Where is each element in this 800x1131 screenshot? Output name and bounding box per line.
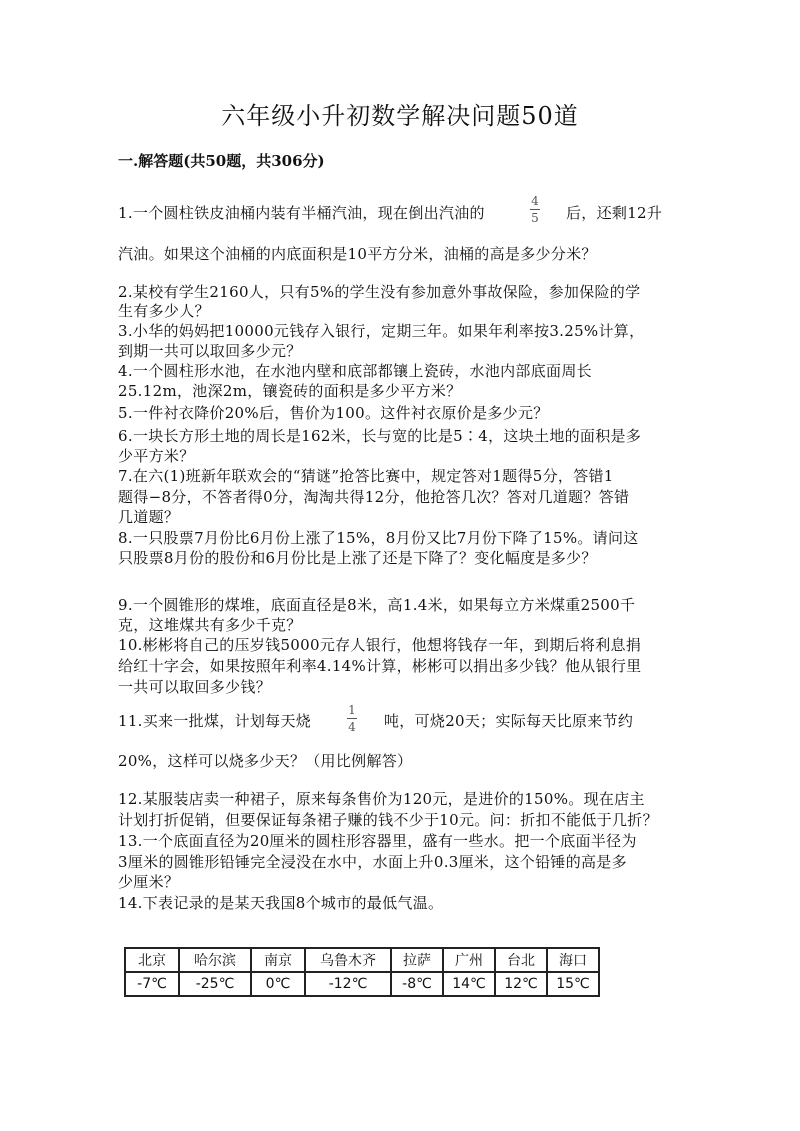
question-11-line-2: 20%，这样可以烧多少天？（用比例解答） <box>118 752 413 770</box>
question-10-line-1: 10.彬彬将自己的压岁钱5000元存人银行，他想将钱存一年，到期后将利息捐 <box>118 636 642 654</box>
fraction-bar <box>530 209 540 210</box>
section-heading: 一.解答题(共50题，共306分) <box>118 152 325 170</box>
page-title: 六年级小升初数学解决问题50道 <box>221 102 579 130</box>
table-cell-temp: 0℃ <box>251 972 305 996</box>
question-11-text-before: 11.买来一批煤，计划每天烧 <box>118 712 312 730</box>
question-6-line-2: 少平方米？ <box>118 447 195 465</box>
question-13-line-3: 少厘米？ <box>118 873 180 891</box>
question-1-text-before: 1.一个圆柱铁皮油桶内装有半桶汽油，现在倒出汽油的 <box>118 204 485 222</box>
question-4-line-1: 4.一个圆柱形水池，在水池内壁和底部都镶上瓷砖，水池内部底面周长 <box>118 362 592 380</box>
question-9-line-1: 9.一个圆锥形的煤堆，底面直径是8米，高1.4米，如果每立方米煤重2500千 <box>118 596 636 614</box>
fraction-denominator: 4 <box>348 720 356 734</box>
question-1-fraction <box>530 194 540 225</box>
table-row-temps <box>125 972 599 996</box>
question-2-line-1: 2.某校有学生2160人，只有5%的学生没有参加意外事故保险，参加保险的学 <box>118 283 641 301</box>
table-cell-temp: -8℃ <box>391 972 443 996</box>
temperature-table <box>124 947 600 997</box>
question-11-fraction <box>347 703 357 734</box>
table-cell-city: 乌鲁木齐 <box>305 948 391 972</box>
question-1-line-2: 汽油。如果这个油桶的内底面积是10平方分米，油桶的高是多少分米？ <box>118 245 597 263</box>
question-7-line-3: 几道题？ <box>118 508 180 526</box>
question-10-line-3: 一共可以取回多少钱？ <box>118 678 272 696</box>
question-7-line-1: 7.在六(1)班新年联欢会的“猜谜”抢答比赛中，规定答对1题得5分，答错1 <box>118 467 614 485</box>
question-13-line-1: 13.一个底面直径为20厘米的圆柱形容器里，盛有一些水。把一个底面半径为 <box>118 832 637 850</box>
question-5-line-1: 5.一件衬衣降价20%后，售价为100。这件衬衣原价是多少元？ <box>118 404 549 422</box>
question-13-line-2: 3厘米的圆锥形铅锤完全浸没在水中，水面上升0.3厘米，这个铅锤的高是多 <box>118 853 627 871</box>
question-9-line-2: 克，这堆煤共有多少千克？ <box>118 616 302 634</box>
question-3-line-2: 到期一共可以取回多少元？ <box>118 342 302 360</box>
fraction-bar <box>347 718 357 719</box>
question-12-line-2: 计划打折促销，但要保证每条裙子赚的钱不少于10元。问：折扣不能低于几折？ <box>118 811 658 829</box>
table-cell-temp: 15℃ <box>547 972 599 996</box>
question-1-line-1 <box>118 202 485 223</box>
table-cell-temp: -7℃ <box>125 972 179 996</box>
table-cell-city: 拉萨 <box>391 948 443 972</box>
question-3-line-1: 3.小华的妈妈把10000元钱存入银行，定期三年。如果年利率按3.25%计算， <box>118 322 645 340</box>
question-14-line-1: 14.下表记录的是某天我国8个城市的最低气温。 <box>118 894 444 912</box>
table-cell-temp: -12℃ <box>305 972 391 996</box>
table-cell-city: 台北 <box>495 948 547 972</box>
question-7-line-2: 题得−8分，不答者得0分，淘淘共得12分，他抢答几次？答对几道题？答错 <box>118 488 630 506</box>
question-1-text-after: 后，还剩12升 <box>566 204 663 222</box>
table-cell-city: 哈尔滨 <box>179 948 251 972</box>
fraction-denominator: 5 <box>531 211 539 225</box>
question-11-text-after: 吨，可烧20天；实际每天比原来节约 <box>384 712 634 730</box>
question-4-line-2: 25.12m，池深2m，镶瓷砖的面积是多少平方米？ <box>118 382 462 400</box>
table-cell-temp: 14℃ <box>443 972 495 996</box>
question-6-line-1: 6.一块长方形土地的周长是162米，长与宽的比是5∶4，这块土地的面积是多 <box>118 427 642 445</box>
question-10-line-2: 给红十字会，如果按照年利率4.14%计算，彬彬可以捐出多少钱？他从银行里 <box>118 657 642 675</box>
table-cell-city: 广州 <box>443 948 495 972</box>
question-12-line-1: 12.某服装店卖一种裙子，原来每条售价为120元，是进价的150%。现在店主 <box>118 790 645 808</box>
table-cell-city: 南京 <box>251 948 305 972</box>
table-cell-temp: 12℃ <box>495 972 547 996</box>
question-2-line-2: 生有多少人？ <box>118 302 210 320</box>
table-cell-city: 海口 <box>547 948 599 972</box>
question-8-line-1: 8.一只股票7月份比6月份上涨了15%，8月份又比7月份下降了15%。请问这 <box>118 529 639 547</box>
fraction-numerator: 1 <box>348 703 356 717</box>
question-8-line-2: 只股票8月份的股份和6月份比是上涨了还是下降了？变化幅度是多少？ <box>118 549 597 567</box>
table-row-cities <box>125 948 599 972</box>
table-cell-temp: -25℃ <box>179 972 251 996</box>
table-cell-city: 北京 <box>125 948 179 972</box>
fraction-numerator: 4 <box>531 194 539 208</box>
